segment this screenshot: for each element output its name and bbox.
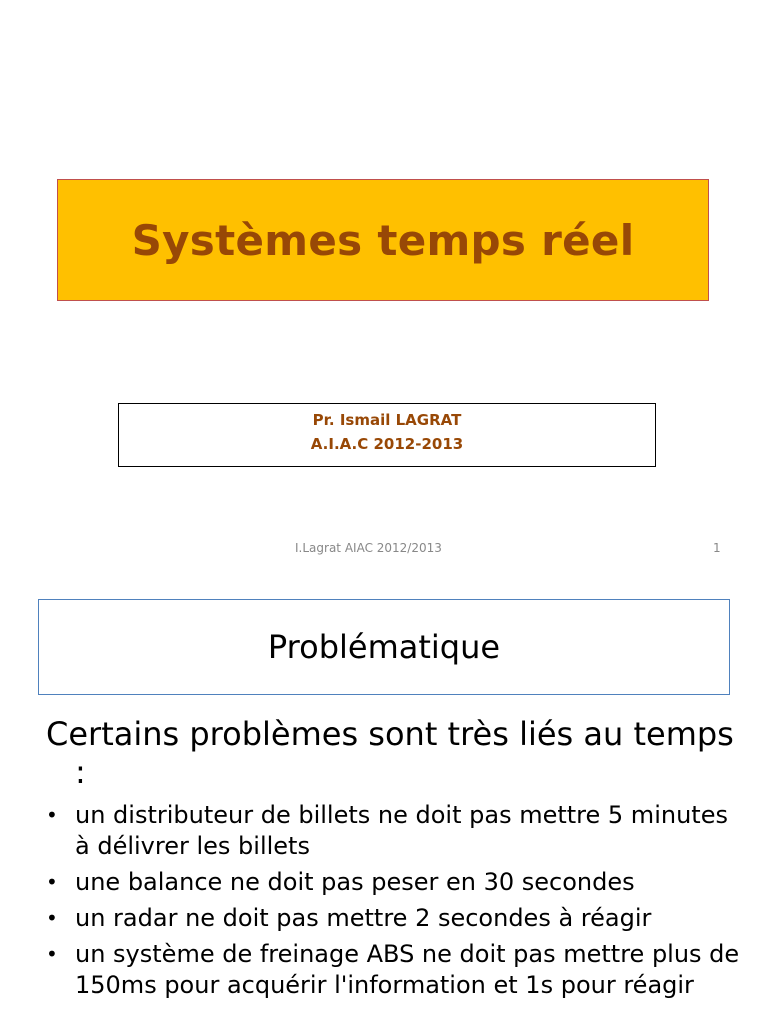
intro-text: Certains problèmes sont très liés au temps : xyxy=(46,715,734,791)
list-item xyxy=(46,903,746,934)
list-item xyxy=(46,867,746,898)
bullet-list xyxy=(46,800,746,1006)
bullet-text: un radar ne doit pas mettre 2 secondes à réagir xyxy=(75,904,652,932)
slide2-title-box xyxy=(38,599,730,695)
bullet-icon: • xyxy=(46,942,58,966)
bullet-text: une balance ne doit pas peser en 30 secondes xyxy=(75,868,635,896)
slide1-title-box xyxy=(57,179,709,301)
author-box xyxy=(118,403,656,467)
bullet-icon: • xyxy=(46,906,58,930)
bullet-text: un distributeur de billets ne doit pas mettre 5 minutes à délivrer les billets xyxy=(75,801,728,860)
slide2-title: Problématique xyxy=(267,628,501,666)
bullet-text: un système de freinage ABS ne doit pas mettre plus de 150ms pour acquérir l'information et 1s pour réagir xyxy=(75,940,740,999)
list-item xyxy=(46,939,746,1001)
list-item xyxy=(46,800,746,862)
slide-footer: I.Lagrat AIAC 2012/2013 xyxy=(295,541,442,555)
bullet-icon: • xyxy=(46,803,58,827)
bullet-icon: • xyxy=(46,870,58,894)
slide1-title: Systèmes temps réel xyxy=(131,215,635,265)
author-name: Pr. Ismail LAGRAT xyxy=(312,411,462,429)
page-number: 1 xyxy=(713,541,721,555)
institution-year: A.I.A.C 2012-2013 xyxy=(310,435,464,453)
